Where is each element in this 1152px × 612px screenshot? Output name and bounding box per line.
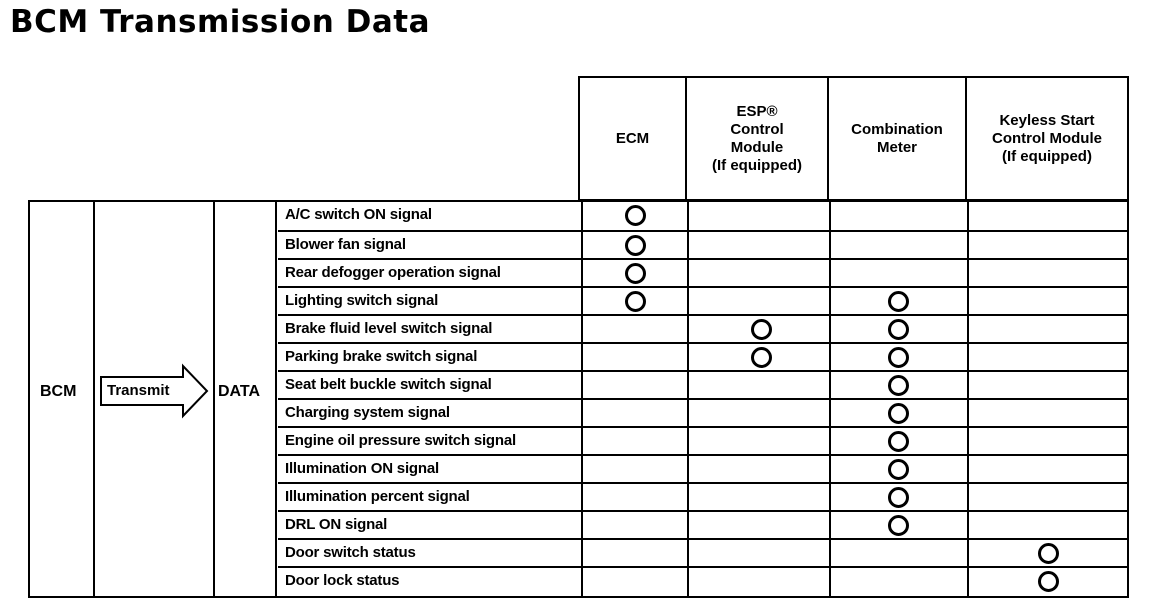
circle-mark-icon [888,403,909,424]
column-header-line: (If equipped) [712,156,802,174]
circle-mark-icon [888,319,909,340]
column-header-line: (If equipped) [1001,147,1092,165]
signal-name: Seat belt buckle switch signal [285,376,492,393]
table-row [278,454,1127,482]
circle-mark-icon [625,263,646,284]
signal-name: Blower fan signal [285,236,406,253]
table-row [278,342,1127,370]
table-row [278,230,1127,258]
circle-mark-icon [1038,571,1059,592]
table-row [278,426,1127,454]
signal-name: Door switch status [285,544,416,561]
direction-label: Transmit [107,382,170,399]
signal-name: Lighting switch signal [285,292,439,309]
table-row [278,286,1127,314]
column-header-line: ESP® [736,102,778,120]
circle-mark-icon [888,459,909,480]
transmission-table [28,200,1129,598]
column-header-line: Module [730,138,784,156]
signal-name: Rear defogger operation signal [285,264,501,281]
circle-mark-icon [625,291,646,312]
signal-name: Engine oil pressure switch signal [285,432,516,449]
table-row [278,314,1127,342]
table-row [278,538,1127,566]
column-header-line: Meter [876,138,917,156]
table-row [278,510,1127,538]
circle-mark-icon [888,291,909,312]
signal-name: Parking brake switch signal [285,348,478,365]
table-row [278,566,1127,594]
column-header [967,76,1129,201]
table-row [278,370,1127,398]
circle-mark-icon [1038,543,1059,564]
column-header-line: Combination [851,120,943,138]
table-row [278,258,1127,286]
signal-name: Door lock status [285,572,400,589]
circle-mark-icon [888,487,909,508]
divider [213,202,215,596]
circle-mark-icon [888,375,909,396]
column-header-line: Keyless Start [999,111,1095,129]
signal-name: DRL ON signal [285,516,388,533]
circle-mark-icon [625,205,646,226]
circle-mark-icon [625,235,646,256]
circle-mark-icon [751,347,772,368]
circle-mark-icon [888,431,909,452]
divider [275,202,277,596]
signal-name: A/C switch ON signal [285,206,432,223]
signal-name: Brake fluid level switch signal [285,320,493,337]
table-row [278,398,1127,426]
column-header [829,76,967,201]
table-row [278,482,1127,510]
page-title: BCM Transmission Data [10,4,430,40]
table-row [278,202,1127,230]
source-label: BCM [40,383,77,400]
signal-name: Illumination ON signal [285,460,439,477]
data-label: DATA [218,383,261,400]
circle-mark-icon [888,515,909,536]
column-header-line: Control Module [992,129,1102,147]
circle-mark-icon [751,319,772,340]
column-header-line: Control [730,120,784,138]
column-header [578,76,687,201]
signal-name: Charging system signal [285,404,450,421]
signal-name: Illumination percent signal [285,488,470,505]
column-header-line: ECM [615,129,650,147]
column-header [687,76,829,201]
divider [93,202,95,596]
circle-mark-icon [888,347,909,368]
